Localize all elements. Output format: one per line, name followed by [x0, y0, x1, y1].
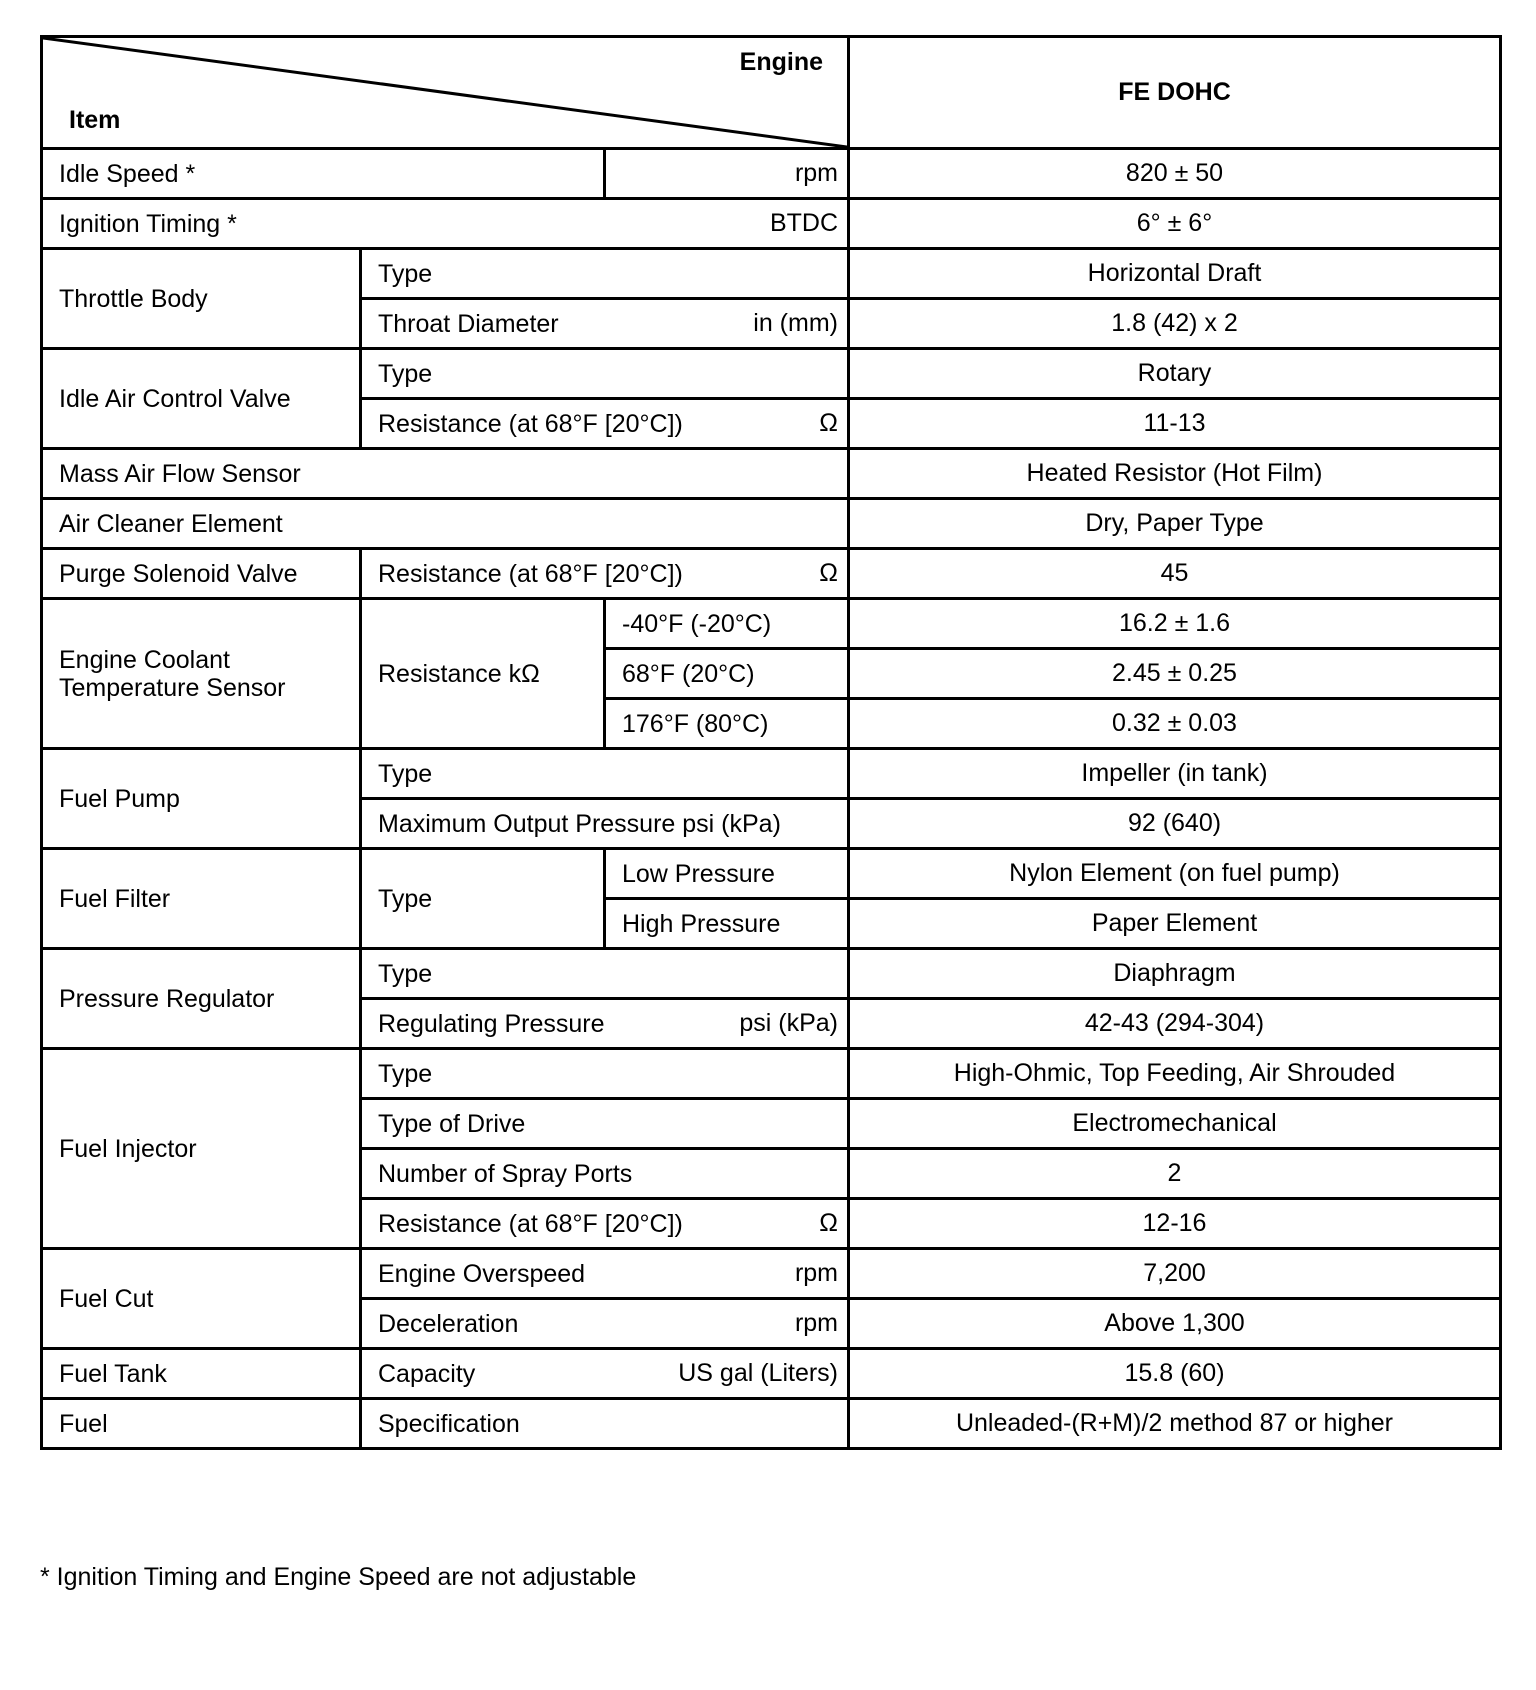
spec-label-cell	[361, 549, 849, 599]
spec-label-cell	[605, 849, 849, 899]
spec-label-cell	[361, 999, 849, 1049]
header-diagonal-cell	[42, 37, 849, 149]
spec-value: 6° ± 6°	[849, 199, 1501, 249]
spec-label-cell	[361, 1399, 849, 1449]
spec-value: Heated Resistor (Hot Film)	[849, 449, 1501, 499]
table-row	[42, 499, 1501, 549]
spec-value: Nylon Element (on fuel pump)	[849, 849, 1501, 899]
spec-label-wrap	[59, 460, 838, 488]
spec-label: Resistance kΩ	[378, 659, 540, 688]
spec-label-wrap	[59, 209, 838, 238]
spec-label-cell	[361, 349, 849, 399]
spec-label: Ignition Timing *	[59, 209, 237, 238]
spec-label-cell	[42, 549, 361, 599]
spec-label: Type	[378, 759, 433, 788]
spec-label: Maximum Output Pressure psi (kPa)	[378, 809, 781, 838]
spec-label: Specification	[378, 1409, 520, 1438]
spec-label-wrap	[59, 510, 838, 538]
table-row	[42, 249, 1501, 299]
spec-label-cell	[42, 249, 361, 349]
spec-label-wrap	[59, 560, 350, 588]
spec-value: Horizontal Draft	[849, 249, 1501, 299]
spec-label-wrap	[378, 660, 594, 688]
spec-value: 92 (640)	[849, 799, 1501, 849]
spec-label: Idle Air Control Valve	[59, 384, 291, 413]
spec-value: 0.32 ± 0.03	[849, 699, 1501, 749]
spec-label: Fuel	[59, 1409, 108, 1438]
spec-label-cell	[361, 249, 849, 299]
unit-label: Ω	[819, 559, 838, 587]
spec-label: Type	[378, 359, 433, 388]
spec-label-cell	[42, 599, 361, 749]
spec-label-cell	[361, 749, 849, 799]
spec-label-wrap	[378, 559, 838, 588]
spec-value: Paper Element	[849, 899, 1501, 949]
spec-label-wrap	[378, 885, 594, 913]
spec-label-wrap	[59, 160, 594, 188]
spec-label-wrap	[378, 1410, 838, 1438]
spec-label: Fuel Injector	[59, 1134, 197, 1163]
spec-value: 11-13	[849, 399, 1501, 449]
spec-label-wrap	[622, 660, 838, 688]
spec-label-cell	[605, 899, 849, 949]
spec-label: Engine Overspeed	[378, 1259, 586, 1288]
spec-label-wrap	[622, 710, 838, 738]
spec-label-wrap	[59, 985, 350, 1013]
spec-label: 176°F (80°C)	[622, 709, 769, 738]
table-row	[42, 1049, 1501, 1099]
spec-label: Pressure Regulator	[59, 984, 275, 1013]
spec-label-cell	[42, 1049, 361, 1249]
spec-label-wrap	[59, 385, 350, 413]
header-row	[42, 37, 1501, 149]
spec-label-cell	[605, 699, 849, 749]
unit-label: rpm	[794, 159, 838, 187]
unit-label: in (mm)	[753, 309, 838, 337]
spec-label-wrap	[622, 159, 838, 188]
unit-label: US gal (Liters)	[678, 1359, 838, 1387]
spec-value: 12-16	[849, 1199, 1501, 1249]
table-row	[42, 449, 1501, 499]
spec-label: Type	[378, 1059, 433, 1088]
spec-label-wrap	[378, 260, 838, 288]
unit-label: rpm	[794, 1309, 838, 1337]
spec-value: Impeller (in tank)	[849, 749, 1501, 799]
spec-label: Fuel Cut	[59, 1284, 154, 1313]
table-row	[42, 549, 1501, 599]
spec-label-cell	[42, 349, 361, 449]
spec-value: Rotary	[849, 349, 1501, 399]
spec-label-wrap	[378, 960, 838, 988]
table-row	[42, 749, 1501, 799]
spec-label-wrap	[378, 1259, 838, 1288]
spec-label-wrap	[378, 1359, 838, 1388]
spec-label: High Pressure	[622, 909, 781, 938]
spec-label-cell	[361, 299, 849, 349]
spec-label-cell	[361, 599, 605, 749]
spec-label: Low Pressure	[622, 859, 775, 888]
engine-spec-table	[40, 35, 1502, 1450]
spec-label-wrap	[622, 910, 838, 938]
spec-label: Type	[378, 259, 433, 288]
spec-label: Fuel Filter	[59, 884, 171, 913]
spec-label: 68°F (20°C)	[622, 659, 755, 688]
spec-value: Dry, Paper Type	[849, 499, 1501, 549]
spec-label-cell	[42, 199, 849, 249]
table-row	[42, 949, 1501, 999]
spec-label-cell	[361, 1049, 849, 1099]
spec-label-wrap	[59, 885, 350, 913]
spec-label-wrap	[378, 309, 838, 338]
spec-label: Type	[378, 959, 433, 988]
item-label: Item	[69, 106, 121, 134]
spec-label-wrap	[59, 285, 350, 313]
spec-label: Number of Spray Ports	[378, 1159, 633, 1188]
spec-value: Above 1,300	[849, 1299, 1501, 1349]
table-row	[42, 349, 1501, 399]
spec-value: 2	[849, 1149, 1501, 1199]
spec-value: Unleaded-(R+M)/2 method 87 or higher	[849, 1399, 1501, 1449]
spec-label-wrap	[378, 1160, 838, 1188]
spec-label-wrap	[378, 1060, 838, 1088]
table-row	[42, 849, 1501, 899]
spec-label-wrap	[59, 646, 350, 702]
spec-label-cell	[42, 1399, 361, 1449]
spec-label-cell	[42, 449, 849, 499]
spec-label-wrap	[622, 860, 838, 888]
table-row	[42, 199, 1501, 249]
spec-label-cell	[42, 949, 361, 1049]
spec-label: Capacity	[378, 1359, 476, 1388]
spec-label-cell	[361, 399, 849, 449]
spec-label-cell	[42, 849, 361, 949]
table-row	[42, 1399, 1501, 1449]
unit-label: BTDC	[769, 209, 838, 237]
unit-label: psi (kPa)	[739, 1009, 838, 1037]
spec-label-cell	[361, 1199, 849, 1249]
spec-label-wrap	[378, 810, 838, 838]
spec-label-cell	[42, 1249, 361, 1349]
spec-value: 42-43 (294-304)	[849, 999, 1501, 1049]
spec-value: 7,200	[849, 1249, 1501, 1299]
spec-label: Regulating Pressure	[378, 1009, 605, 1038]
spec-label: Purge Solenoid Valve	[59, 559, 298, 588]
spec-label-cell	[361, 849, 605, 949]
spec-value: 15.8 (60)	[849, 1349, 1501, 1399]
spec-label: Resistance (at 68°F [20°C])	[378, 1209, 683, 1238]
spec-label: Deceleration	[378, 1309, 519, 1338]
spec-label-wrap	[59, 1410, 350, 1438]
spec-label-cell	[361, 1349, 849, 1399]
spec-label: Fuel Tank	[59, 1359, 167, 1388]
spec-label-wrap	[378, 1209, 838, 1238]
spec-label-wrap	[378, 760, 838, 788]
spec-label-wrap	[59, 785, 350, 813]
spec-label: Resistance (at 68°F [20°C])	[378, 409, 683, 438]
spec-label: Resistance (at 68°F [20°C])	[378, 559, 683, 588]
spec-value: 1.8 (42) x 2	[849, 299, 1501, 349]
spec-value: 16.2 ± 1.6	[849, 599, 1501, 649]
engine-label: Engine	[739, 48, 823, 76]
spec-label-wrap	[622, 610, 838, 638]
unit-label: Ω	[819, 409, 838, 437]
spec-label: Throttle Body	[59, 284, 208, 313]
spec-value: 45	[849, 549, 1501, 599]
spec-label: Throat Diameter	[378, 309, 559, 338]
spec-value: Diaphragm	[849, 949, 1501, 999]
spec-label: Engine Coolant Temperature Sensor	[59, 645, 286, 702]
spec-label-cell	[605, 599, 849, 649]
spec-label: -40°F (-20°C)	[622, 609, 772, 638]
spec-label-wrap	[59, 1135, 350, 1163]
unit-label: Ω	[819, 1209, 838, 1237]
spec-label-cell	[605, 149, 849, 199]
spec-label-cell	[361, 1099, 849, 1149]
spec-value: 820 ± 50	[849, 149, 1501, 199]
spec-value: High-Ohmic, Top Feeding, Air Shrouded	[849, 1049, 1501, 1099]
spec-label: Mass Air Flow Sensor	[59, 459, 301, 488]
table-row	[42, 1249, 1501, 1299]
table-row	[42, 599, 1501, 649]
spec-label-cell	[361, 1149, 849, 1199]
spec-label-wrap	[59, 1285, 350, 1313]
table-row	[42, 149, 1501, 199]
engine-model-header: FE DOHC	[849, 37, 1501, 149]
spec-label: Idle Speed *	[59, 159, 196, 188]
spec-label-wrap	[378, 360, 838, 388]
spec-label-cell	[42, 749, 361, 849]
spec-label-cell	[605, 649, 849, 699]
spec-value: 2.45 ± 0.25	[849, 649, 1501, 699]
spec-label: Type	[378, 884, 433, 913]
spec-label-cell	[361, 1249, 849, 1299]
spec-label: Type of Drive	[378, 1109, 526, 1138]
spec-label-cell	[42, 1349, 361, 1399]
spec-label: Air Cleaner Element	[59, 509, 283, 538]
diagonal-line	[43, 38, 847, 147]
spec-label-wrap	[378, 1309, 838, 1338]
spec-label-cell	[361, 949, 849, 999]
spec-label-cell	[361, 799, 849, 849]
spec-label-wrap	[378, 1009, 838, 1038]
spec-label-cell	[42, 499, 849, 549]
spec-label-wrap	[378, 409, 838, 438]
spec-label: Fuel Pump	[59, 784, 180, 813]
spec-value: Electromechanical	[849, 1099, 1501, 1149]
footnote: * Ignition Timing and Engine Speed are not adjustable	[40, 1563, 637, 1591]
spec-label-wrap	[378, 1110, 838, 1138]
spec-label-wrap	[59, 1360, 350, 1388]
spec-label-cell	[42, 149, 605, 199]
table-row	[42, 1349, 1501, 1399]
unit-label: rpm	[794, 1259, 838, 1287]
spec-label-cell	[361, 1299, 849, 1349]
